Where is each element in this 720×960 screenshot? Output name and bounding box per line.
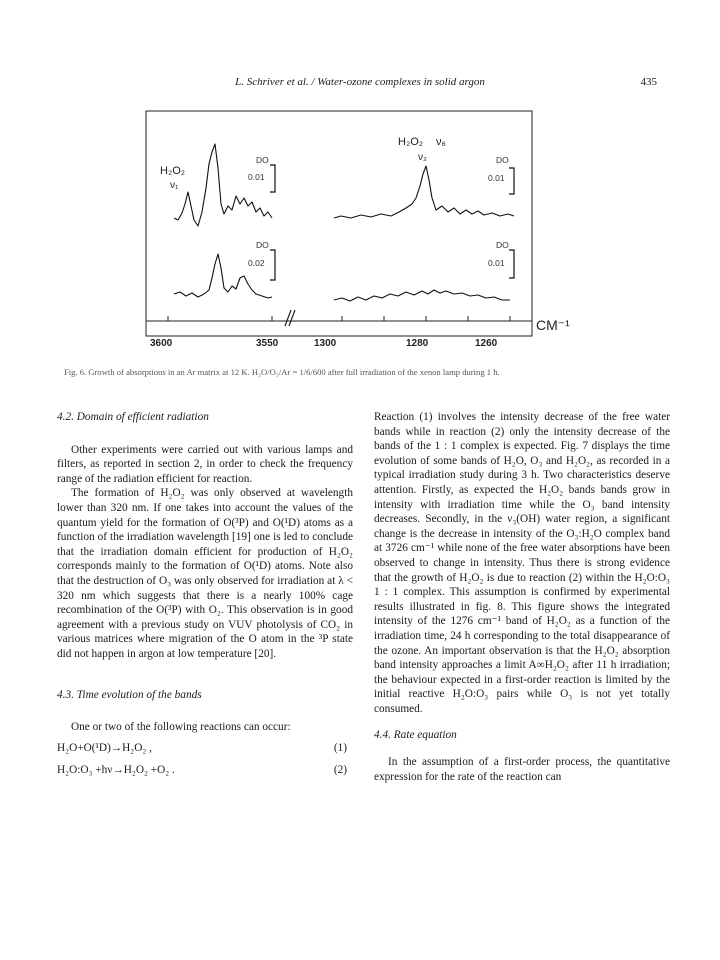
tick-label-1280: 1280 [406,338,429,349]
label-nu2: ν₂ [418,152,427,163]
scale-bar-2 [509,168,514,194]
section-4-3-paragraph-1: One or two of the following reactions can occur: [71,721,291,734]
equation-2-expression: H₂O:O₃ +hν→H₂O₂ +O₂ . [57,763,175,776]
section-4-2-paragraph-2: The formation of H₂O₂ was only observed at wavelength lower than 320 nm. If one takes into account the values of the quantum yield for the formation of O(³P) and O(¹D) atoms as a function of the irradiation wavelength [19] one is led to conclude that the irradiation domain efficient for production of H₂O₂ corresponds mainly to the formation of O(¹D) atoms. Note also that the destruction of O₃ was only observed for irradiation at λ < 320 nm which suggests that there is a nearly 100% cage recombination of the O(³P) with O₂. This observation is in good agreement with a previous study on VUV photolysis of CO₂ in various matrices where migration of the O atom in the ³P state did not happen in argon at low temperature [20]. [57,487,353,660]
equation-2-number: (2) [333,763,347,776]
section-4-2-paragraph-1: Other experiments were carried out with various lamps and filters, as reported in section 2, in order to check the frequency range of the radiation efficient for reaction. [57,443,353,485]
figure-6-spectra [136,108,570,358]
equation-2 [57,763,353,785]
axis-unit: CM⁻¹ [536,317,570,333]
tick-label-1260: 1260 [475,338,498,349]
label-scale-2: 0.01 [488,173,505,183]
figure-caption: Fig. 6. Growth of absorptions in an Ar matrix at 12 K. H₂O/O₃/Ar = 1/6/600 after full irradiation of the xenon lamp during 1 h. [64,367,500,377]
label-scale-1: 0.01 [248,172,265,182]
axis-break [285,310,295,326]
section-4-2-title: 4.2. Domain of efficient radiation [57,411,209,423]
label-nu1: ν₁ [170,180,179,191]
page-number: 435 [640,76,657,88]
equation-1-number: (1) [333,741,347,754]
label-h2o2-right: H₂O₂ [398,136,424,148]
label-nu6: ν₆ [436,136,446,148]
left-column [57,410,353,785]
spectrum-upper-right [334,166,514,218]
section-4-4-paragraph-1: In the assumption of a first-order process, the quantitative expression for the rate of the reaction can [374,756,670,783]
page-header [0,76,720,92]
scale-bar-4 [509,250,514,278]
equation-1 [57,741,353,763]
label-do-4: DO [496,240,509,250]
tick-label-1300: 1300 [314,338,337,349]
equation-1-expression: H₂O+O(¹D)→H₂O₂ , [57,741,152,754]
label-scale-4: 0.01 [488,258,505,268]
section-4-4-title: 4.4. Rate equation [374,729,457,742]
label-do-1: DO [256,155,269,165]
label-do-2: DO [496,155,509,165]
figure-frame [146,111,532,336]
scale-bar-3 [270,250,275,280]
spectrum-lower-right [334,290,510,301]
axis-tick-marks [168,316,510,321]
right-column-paragraph-1: Reaction (1) involves the intensity decrease of the free water bands while in reaction (2) only the intensity decrease of the bands of the 1 : 1 complex is expected. Fig. 7 displays the time evolution of some bands of H₂O, O₃ and H₂O₂, as recorded in a typical irradiation study during 3 h. Two characteristics deserve attention. Firstly, as expected the H₂O₂ bands bands grow in intensity with irradiation time while the O₃ band intensity decreases. Secondly, in the ν₃(OH) water region, a significant change is the decrease in intensity of the O₃:H₂O complex band at 3726 cm⁻¹ while none of the free water absorptions have been observed to change in intensity. Thus there is strong evidence that the growth of H₂O₂ is due to reaction (2) within the H₂O:O₃ 1 : 1 complex. This assumption is confirmed by experimental results illustrated in fig. 8. This figure shows the integrated intensity of the 1276 cm⁻¹ band of H₂O₂ as a function of the irradiation time, 24 h corresponding to the total disappearance of the ozone. An important observation is that the H₂O₂ absorption band intensity approaches a limit A∞H₂O₂ after 11 h irradiation; the behaviour expected in a first-order reaction is limited by the initial reactive H₂O:O₃ pairs while O₃ is not yet totally consumed. [374,411,670,715]
label-h2o2-left: H₂O₂ [160,165,186,177]
label-do-3: DO [256,240,269,250]
section-4-3-title: 4.3. Time evolution of the bands [57,688,202,701]
tick-label-3550: 3550 [256,338,279,349]
running-head: L. Schriver et al. / Water-ozone complexes in solid argon [235,76,485,88]
tick-label-3600: 3600 [150,338,173,349]
scale-bar-1 [270,165,275,192]
label-scale-3: 0.02 [248,258,265,268]
right-column [374,410,670,784]
